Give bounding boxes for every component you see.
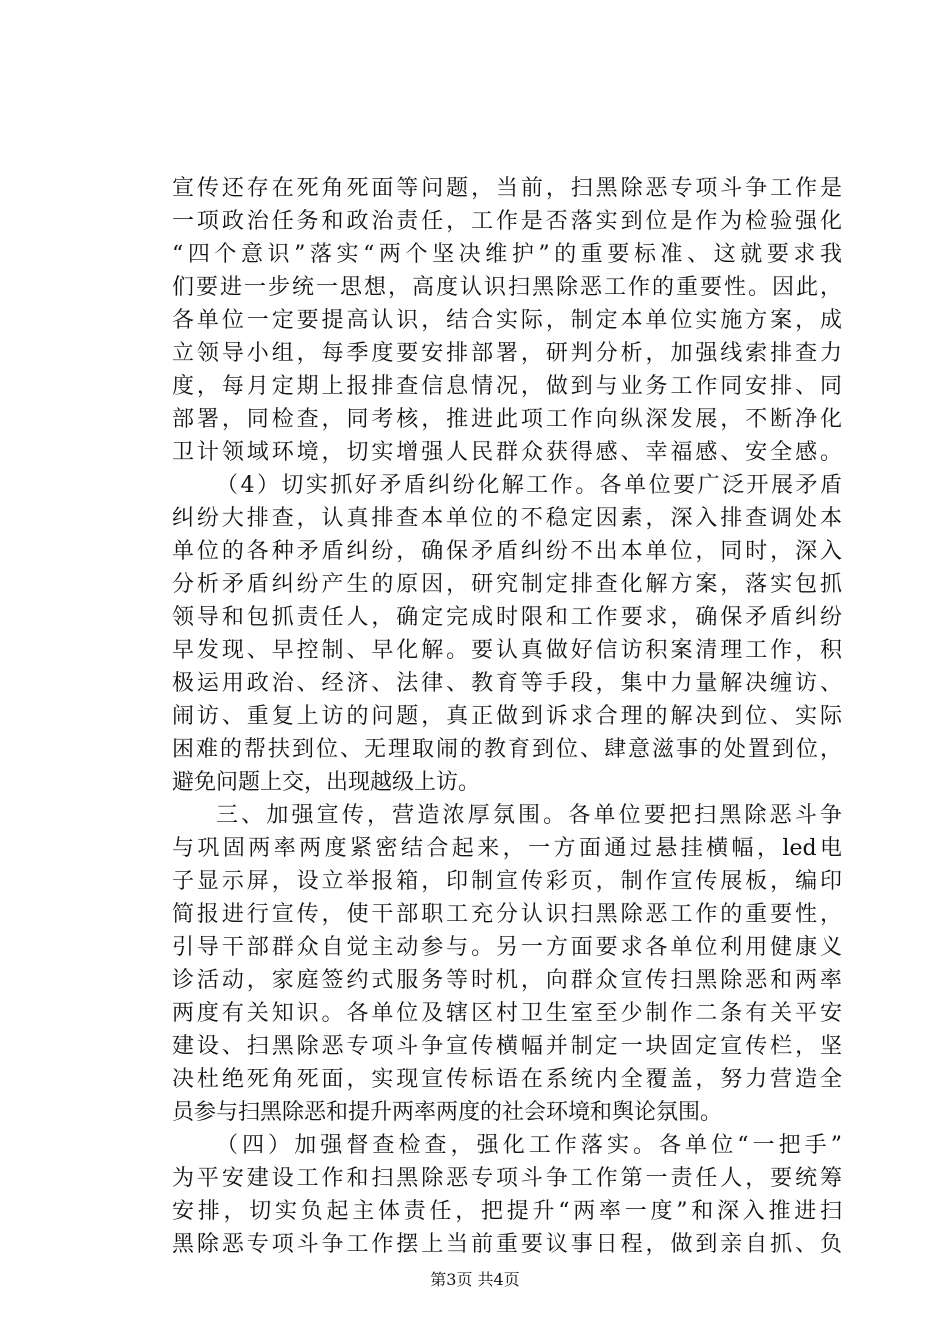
text-line: 简报进行宣传，使干部职工充分认识扫黑除恶工作的重要性， bbox=[172, 902, 842, 927]
text-line: 单位的各种矛盾纠纷，确保矛盾纠纷不出本单位，同时，深入 bbox=[172, 539, 842, 564]
text-line: 闹访、重复上访的问题，真正做到诉求合理的解决到位、实际 bbox=[172, 704, 842, 729]
text-line: 部署，同检查，同考核，推进此项工作向纵深发展，不断净化 bbox=[172, 407, 842, 432]
text-line: 困难的帮扶到位、无理取闹的教育到位、肆意滋事的处置到位， bbox=[172, 737, 842, 762]
text-line: 早发现、早控制、早化解。要认真做好信访积案清理工作，积 bbox=[172, 638, 842, 663]
text-line: 引导干部群众自觉主动参与。另一方面要求各单位利用健康义 bbox=[172, 935, 842, 960]
text-line: （4）切实抓好矛盾纠纷化解工作。各单位要广泛开展矛盾 bbox=[216, 473, 842, 498]
text-line: 立领导小组，每季度要安排部署，研判分析，加强线索排查力 bbox=[172, 341, 842, 366]
text-line: 避免问题上交，出现越级上访。 bbox=[172, 770, 481, 795]
text-line: 安排，切实负起主体责任，把提升“两率一度”和深入推进扫 bbox=[172, 1199, 842, 1224]
page-footer: 第3页 共4页 bbox=[430, 1270, 520, 1289]
text-line: 建设、扫黑除恶专项斗争宣传横幅并制定一块固定宣传栏，坚 bbox=[172, 1034, 842, 1059]
text-line: 员参与扫黑除恶和提升两率两度的社会环境和舆论氛围。 bbox=[172, 1100, 723, 1125]
text-line: 决杜绝死角死面，实现宣传标语在系统内全覆盖，努力营造全 bbox=[172, 1067, 842, 1092]
body-text bbox=[172, 172, 842, 1261]
text-line: 与巩固两率两度紧密结合起来，一方面通过悬挂横幅，led电 bbox=[172, 836, 842, 861]
text-line: “四个意识”落实“两个坚决维护”的重要标准、这就要求我 bbox=[172, 242, 842, 267]
text-line: 为平安建设工作和扫黑除恶专项斗争工作第一责任人，要统筹 bbox=[172, 1166, 842, 1191]
text-line: 两度有关知识。各单位及辖区村卫生室至少制作二条有关平安 bbox=[172, 1001, 842, 1026]
text-line: 各单位一定要提高认识，结合实际，制定本单位实施方案，成 bbox=[172, 308, 842, 333]
text-line: 们要进一步统一思想，高度认识扫黑除恶工作的重要性。因此， bbox=[172, 275, 842, 300]
text-line: 一项政治任务和政治责任，工作是否落实到位是作为检验强化 bbox=[172, 209, 842, 234]
text-line: 宣传还存在死角死面等问题，当前，扫黑除恶专项斗争工作是 bbox=[172, 176, 842, 201]
text-line: 三、加强宣传，营造浓厚氛围。各单位要把扫黑除恶斗争 bbox=[216, 803, 842, 828]
text-line: 分析矛盾纠纷产生的原因，研究制定排查化解方案，落实包抓 bbox=[172, 572, 842, 597]
text-line: 卫计领域环境，切实增强人民群众获得感、幸福感、安全感。 bbox=[172, 440, 842, 465]
text-line: 子显示屏，设立举报箱，印制宣传彩页，制作宣传展板，编印 bbox=[172, 869, 842, 894]
text-line: 极运用政治、经济、法律、教育等手段，集中力量解决缠访、 bbox=[172, 671, 842, 696]
text-line: 度，每月定期上报排查信息情况，做到与业务工作同安排、同 bbox=[172, 374, 842, 399]
text-line: 领导和包抓责任人，确定完成时限和工作要求，确保矛盾纠纷 bbox=[172, 605, 842, 630]
text-line: 纠纷大排查，认真排查本单位的不稳定因素，深入排查调处本 bbox=[172, 506, 842, 531]
text-line: 诊活动，家庭签约式服务等时机，向群众宣传扫黑除恶和两率 bbox=[172, 968, 842, 993]
text-line: （四）加强督查检查，强化工作落实。各单位“一把手” bbox=[216, 1133, 842, 1158]
text-line: 黑除恶专项斗争工作摆上当前重要议事日程，做到亲自抓、负 bbox=[172, 1232, 842, 1257]
